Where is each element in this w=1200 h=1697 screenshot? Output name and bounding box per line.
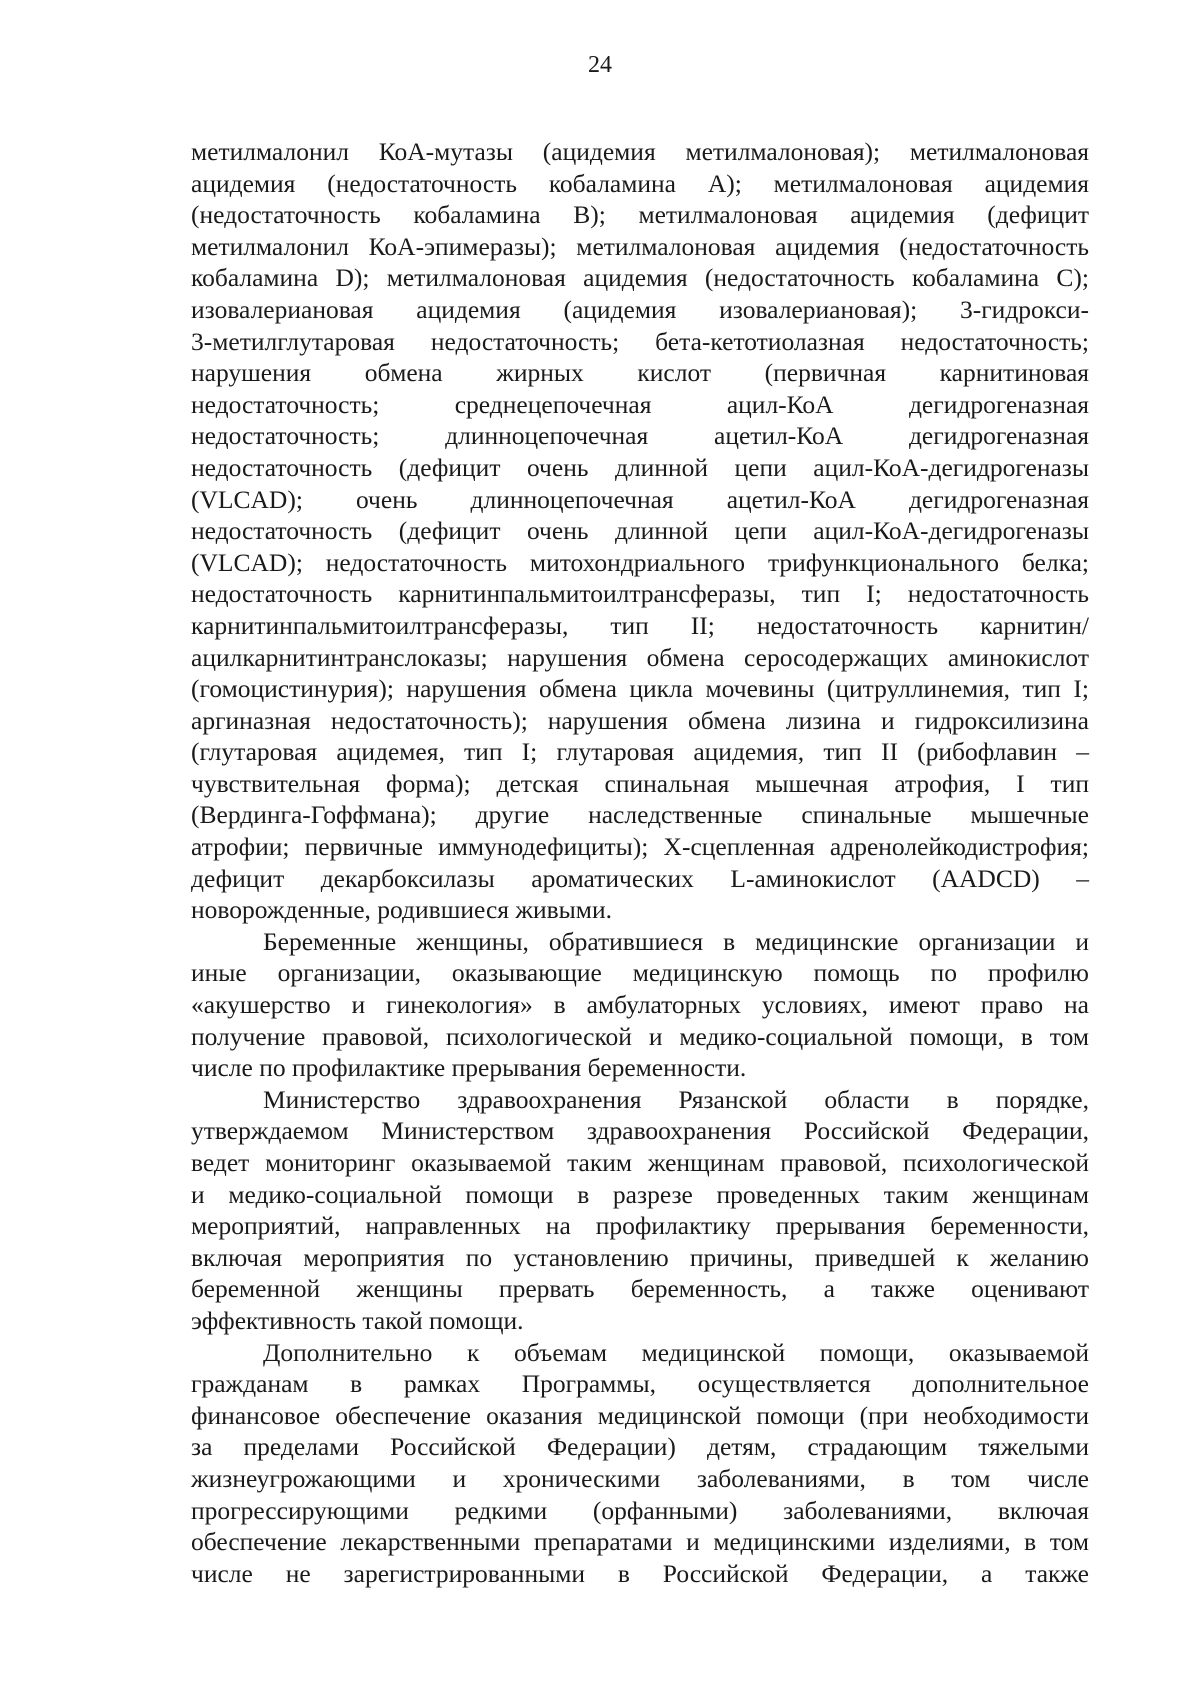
text-line: нарушения обмена жирных кислот (первичная карнитиновая — [191, 358, 1089, 388]
text-line: и медико-социальной помощи в разрезе проведенных таким женщинам — [191, 1179, 1089, 1209]
text-line: (VLCAD); недостаточность митохондриального трифункционального белка; — [191, 547, 1089, 577]
text-line: «акушерство и гинекология» в амбулаторных условиях, имеют право на — [191, 990, 1089, 1020]
text-line: беременной женщины прервать беременность, а также оценивают — [191, 1274, 1089, 1304]
text-line: недостаточность карнитинпальмитоилтрансферазы, тип I; недостаточность — [191, 579, 1089, 609]
text-line: метилмалонил КоА-мутазы (ацидемия метилмалоновая); метилмалоновая — [191, 137, 1089, 166]
text-line: метилмалонил КоА-эпимеразы); метилмалоновая ацидемия (недостаточность — [191, 231, 1089, 261]
paragraph-3 — [191, 1084, 1089, 1337]
document-body — [191, 136, 1089, 1589]
text-line: (глутаровая ацидемея, тип I; глутаровая ацидемия, тип II (рибофлавин – — [191, 737, 1089, 767]
text-line: (недостаточность кобаламина В); метилмалоновая ацидемия (дефицит — [191, 200, 1089, 230]
text-line: недостаточность (дефицит очень длинной цепи ацил-КоА-дегидрогеназы — [191, 452, 1089, 482]
text-line: недостаточность; среднецепочечная ацил-КоА дегидрогеназная — [191, 389, 1089, 419]
text-line: изовалериановая ацидемия (ацидемия изовалериановая); 3-гидрокси- — [191, 294, 1089, 324]
text-line: (Вердинга-Гоффмана); другие наследственные спинальные мышечные — [191, 800, 1089, 830]
text-line: мероприятий, направленных на профилактику прерывания беременности, — [191, 1211, 1089, 1241]
text-line: обеспечение лекарственными препаратами и медицинскими изделиями, в том — [191, 1527, 1089, 1557]
paragraph-2 — [191, 926, 1089, 1084]
text-line: ведет мониторинг оказываемой таким женщинам правовой, психологической — [191, 1148, 1089, 1177]
paragraph-4 — [191, 1337, 1089, 1590]
text-line: числе не зарегистрированными в Российской Федерации, а также — [191, 1558, 1089, 1588]
text-line: включая мероприятия по установлению причины, приведшей к желанию — [191, 1242, 1089, 1272]
text-line: за пределами Российской Федерации) детям, страдающим тяжелыми — [191, 1432, 1089, 1462]
text-line: получение правовой, психологической и медико-социальной помощи, в том — [191, 1021, 1089, 1051]
text-line: гражданам в рамках Программы, осуществляется дополнительное — [191, 1369, 1089, 1399]
text-line: прогрессирующими редкими (орфанными) заболеваниями, включая — [191, 1495, 1089, 1525]
page-number: 24 — [588, 52, 612, 78]
text-line: утверждаемом Министерством здравоохранения Российской Федерации, — [191, 1116, 1089, 1146]
text-line: иные организации, оказывающие медицинскую помощь по профилю — [191, 958, 1089, 988]
text-line: финансовое обеспечение оказания медицинской помощи (при необходимости — [191, 1400, 1089, 1430]
text-line: жизнеугрожающими и хроническими заболеваниями, в том числе — [191, 1463, 1089, 1493]
text-line: ацилкарнитинтранслоказы; нарушения обмена серосодержащих аминокислот — [191, 642, 1089, 672]
text-line: аргиназная недостаточность); нарушения обмена лизина и гидроксилизина — [191, 705, 1089, 735]
text-line: числе по профилактике прерывания беременности. — [191, 1053, 747, 1083]
text-line: (VLCAD); очень длинноцепочечная ацетил-КоА дегидрогеназная — [191, 484, 1089, 514]
text-line: дефицит декарбоксилазы ароматических L-аминокислот (AADCD) – — [191, 863, 1089, 893]
text-line: новорожденные, родившиеся живыми. — [191, 895, 612, 925]
text-line: карнитинпальмитоилтрансферазы, тип II; недостаточность карнитин/ — [191, 610, 1089, 640]
text-line: ацидемия (недостаточность кобаламина А); метилмалоновая ацидемия — [191, 168, 1089, 198]
text-line: Министерство здравоохранения Рязанской области в порядке, — [263, 1084, 1089, 1114]
text-line: атрофии; первичные иммунодефициты); Х-сцепленная адренолейкодистрофия; — [191, 832, 1089, 862]
text-line: чувствительная форма); детская спинальная мышечная атрофия, I тип — [191, 768, 1089, 798]
text-line: Беременные женщины, обратившиеся в медицинские организации и — [263, 926, 1089, 956]
text-line: эффективность такой помощи. — [191, 1305, 524, 1335]
text-line: 3-метилглутаровая недостаточность; бета-кетотиолазная недостаточность; — [191, 326, 1089, 356]
text-line: (гомоцистинурия); нарушения обмена цикла мочевины (цитруллинемия, тип I; — [191, 674, 1089, 704]
paragraph-1 — [191, 136, 1089, 926]
text-line: недостаточность; длинноцепочечная ацетил-КоА дегидрогеназная — [191, 421, 1089, 451]
text-line: кобаламина D); метилмалоновая ацидемия (недостаточность кобаламина С); — [191, 263, 1089, 293]
text-line: Дополнительно к объемам медицинской помощи, оказываемой — [263, 1337, 1089, 1367]
text-line: недостаточность (дефицит очень длинной цепи ацил-КоА-дегидрогеназы — [191, 516, 1089, 546]
